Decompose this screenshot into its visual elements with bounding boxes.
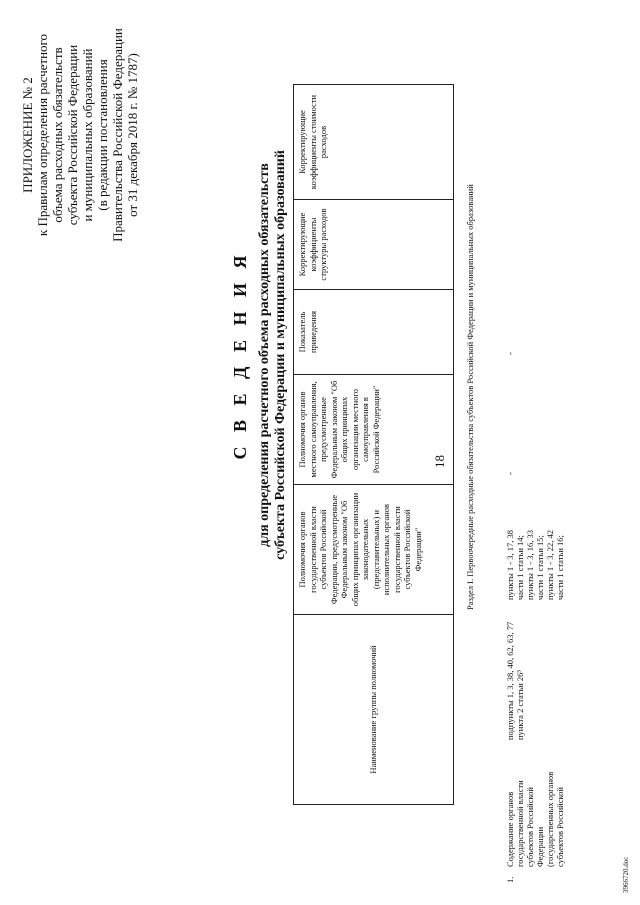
appendix-line: от 31 декабря 2018 г. № 1787) [125,53,140,217]
row-c3-line: пункты 1 - 3, 16, 33 [525,530,535,600]
title-subtitle-line2: субъекта Российской Федерации и муниципальных образований [273,150,288,560]
row-municipal-powers [505,480,565,600]
section-title: Раздел I. Первоочередные расходные обязательства субъектов Российской Федерации и муниципальных образований [465,184,475,610]
header-cell-indicator: Показатель приведения [294,290,454,375]
row-structure-coefficient: - [505,352,515,355]
row-c2-line: пункта 2 статьи 26³ [515,670,525,740]
row-c3-line: части 1 статьи 15; [535,535,545,600]
row-c2-line: подпункты 1, 3, 38, 40, 62, 63, 77 [505,621,515,740]
appendix-line: и муниципальных образований [80,48,95,222]
appendix-line: (в редакции постановления [95,59,110,211]
row-name-line: субъектов Российской [555,787,565,867]
header-row [294,85,454,805]
row-c3-line: части 1 статьи 14; [515,535,525,600]
row-name-line: Содержание органов [505,791,515,867]
row-name-line: государственной власти [515,780,525,867]
appendix-line: субъекта Российской Федерации [65,44,80,226]
header-cell-regional-powers: Полномочия органов государственной власти субъектов Российской Федерации, предусмотренные Федеральным законом "Об общих принципах организации законодательных (представительных) и исполнительных органов государственной власти субъектов Российской Федерации" [294,485,454,615]
header-cell-cost-coefficients: Корректирующие коэффициенты стоимости расходов [294,85,454,200]
header-cell-group-name: Наименование группы полномочий [294,615,454,805]
appendix-line: ПРИЛОЖЕНИЕ № 2 [20,77,35,193]
header-table [293,84,454,805]
row-indicator: - [505,472,515,475]
row-name-line: (государственных органов [545,771,555,867]
row-name-line: субъектов Российской [525,787,535,867]
header-cell-municipal-powers: Полномочия органов местного самоуправления, предусмотренные Федеральным законом "Об общих принципах организации местного самоуправления в Российской Федерации" [294,375,454,485]
row-c3-line: части 1 статьи 16; [555,535,565,600]
appendix-line: объема расходных обязательств [50,47,65,223]
appendix-line: к Правилам определения расчетного [35,33,50,237]
row-number: 1. [505,876,515,883]
row-c3-line: пункты 1 - 3, 17, 38 [505,530,515,600]
row-name [505,747,565,867]
document-title [230,5,289,705]
row-name-line: Федерации [535,826,545,867]
title-subtitle-line1: для определения расчетного объема расходных обязательств [257,163,272,547]
page-number: 18 [432,455,447,468]
appendix-block [20,15,140,255]
header-cell-structure-coefficients: Корректирующие коэффициенты структуры расходов [294,200,454,290]
title-heading: С В Е Д Е Н И Я [230,250,250,460]
appendix-line: Правительства Российской Федерации [110,28,125,242]
row-c3-line: пункты 1 - 3, 22, 42 [545,530,555,600]
document-id: 3966720.doc [622,856,630,893]
row-regional-powers [505,605,525,740]
